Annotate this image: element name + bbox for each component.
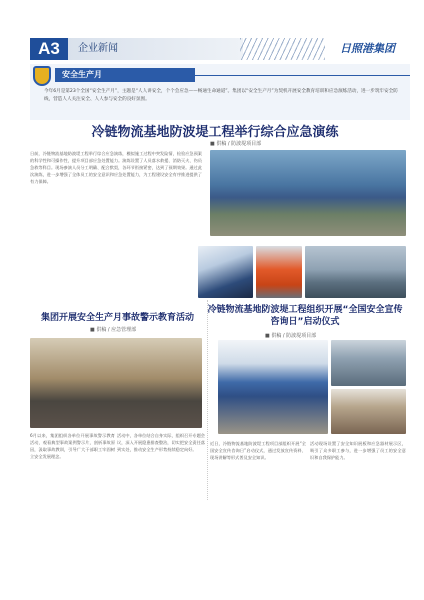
vessel-photo [305,246,406,298]
column-1-text: 6月以来，集团组织各单位开展事故警示教育活动，观看典型事故案例警示片，剖析事故原因，汲取事故教训，引导广大干部职工牢固树立安全发展理念。 [30,433,115,459]
decorative-stripes [240,38,325,60]
article3-source: ■ 供稿 / 防波堤项目部 [265,333,317,339]
column-divider [207,300,208,500]
article3-headline: 冷链物流基地防波堤工程组织开展“全国安全宣传咨询日”启动仪式 [207,305,403,327]
brand-logo: 日照港集团 [340,42,395,55]
banner-title: 安全生产月 [55,68,195,82]
rescue-photo [256,246,302,298]
article2-headline: 集团开展安全生产月事故警示教育活动 [40,313,194,323]
display-photo [331,340,406,386]
column-3-text: 近日，冷链物流基地防波堤工程项目部组织开展“全国安全宣传咨询日”启动仪式，通过发放宣传资料、现场讲解等形式普及安全知识。 [210,441,306,460]
page-number: A3 [30,38,68,60]
shield-icon [33,66,51,86]
drill-photo [210,150,406,236]
column-2-text: 活动中，各单位结合自身实际，组织召开专题会议，深入开展隐患排查整治，切实把安全责任落到实处，推动安全生产形势持续稳定向好。 [117,433,205,452]
crowd-photo [331,389,406,434]
article1-source: ■ 供稿 / 防波堤项目部 [210,141,262,147]
event-tent-photo [218,340,328,434]
article1-headline: 冷链物流基地防波堤工程举行综合应急演练 [91,125,339,140]
article2-source: ■ 供稿 / 应急管理部 [90,327,137,333]
meeting-photo [30,338,202,428]
article1-body: 日前，冷链物流基地防波堤工程举行综合应急演练，模拟施工过程中突发险情，检验应急预案的科学性和可操作性，提升项目部应急处置能力。演练设置了人员落水救援、消防灭火、伤员急救等科目。现场参演人员分工明确、配合默契，各环节衔接紧密，达到了预期效果。通过此次演练，进一步增强了全体员工的安全意识和应急处置能力，为工程建设安全有序推进提供了有力保障。 [30,151,202,184]
banner-divider [190,75,410,76]
column-4-text: 活动现场设置了安全知识展板和应急器材展示区，吸引了众多职工参与，进一步增强了员工的安全意识和自我保护能力。 [310,441,406,460]
banner-intro: 今年6月是第23个全国“安全生产月”，主题是“人人讲安全，个个会应急——畅通生命通道”。集团以“安全生产月”为契机开展安全教育培训和应急演练活动，进一步筑牢安全防线，营造人人关注安全、人人参与安全的良好氛围。 [44,89,398,102]
boat-photo [198,246,253,298]
section-title: 企业新闻 [68,38,243,60]
